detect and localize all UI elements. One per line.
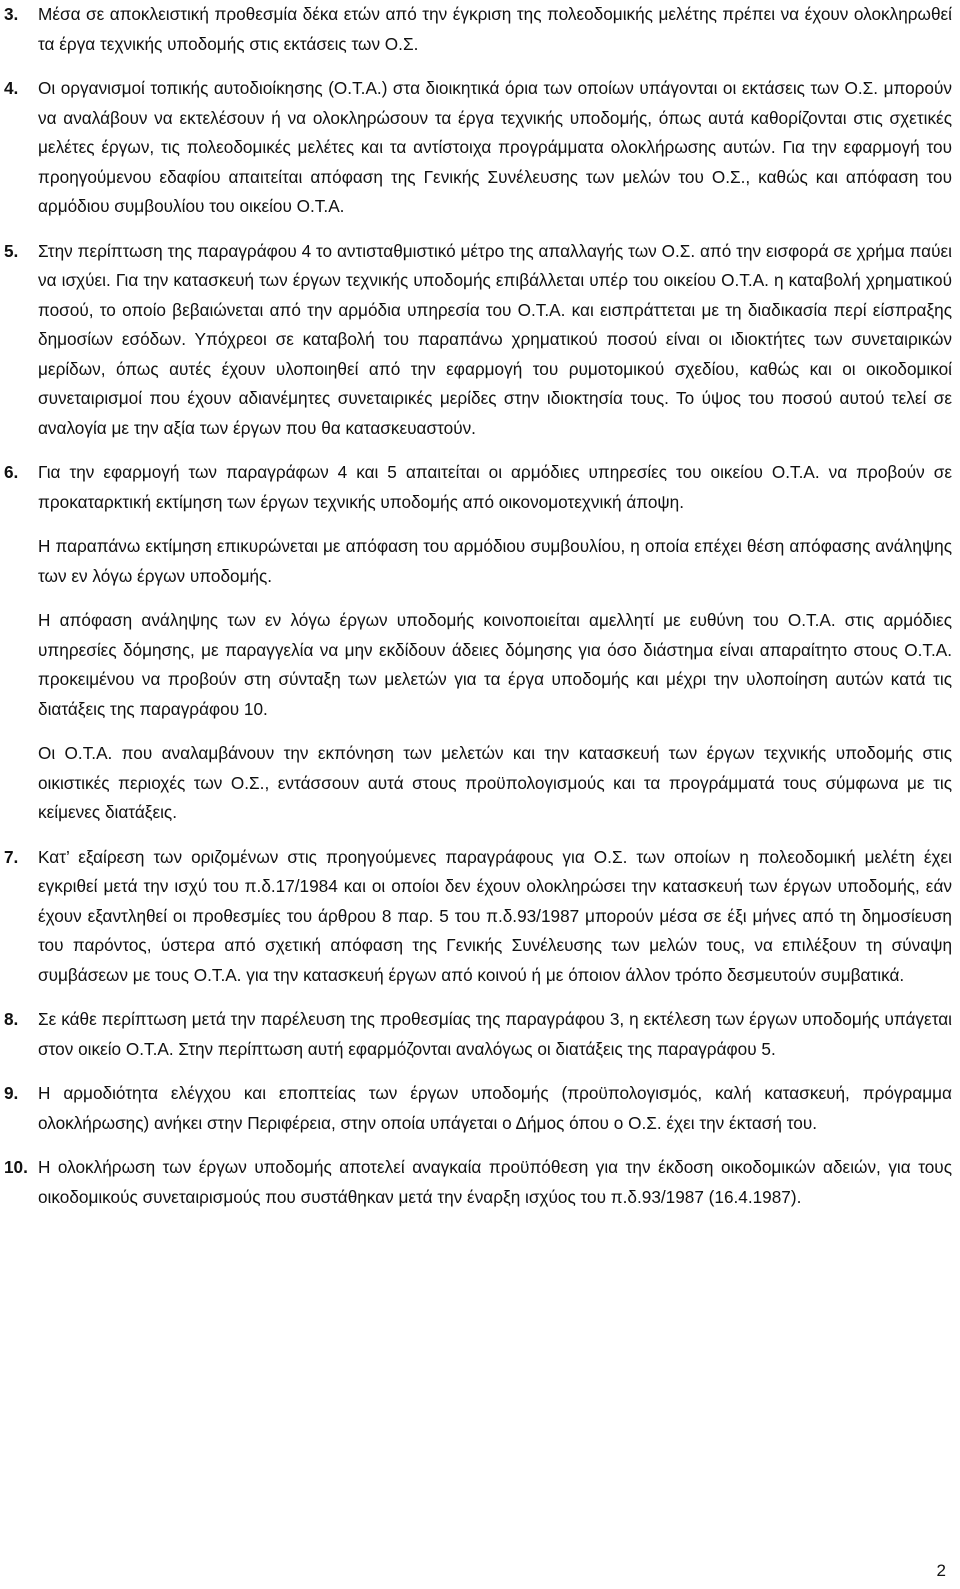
paragraph-number: 8. bbox=[4, 1009, 19, 1029]
paragraph-9 bbox=[0, 1079, 952, 1138]
paragraph-number: 7. bbox=[4, 846, 19, 867]
paragraph-text: Η παραπάνω εκτίμηση επικυρώνεται με απόφαση του αρμόδιου συμβουλίου, η οποία επέχει θέση απόφασης ανάληψης των εν λόγω έργων υποδομής. bbox=[38, 536, 952, 586]
paragraph-5 bbox=[0, 237, 952, 444]
paragraph-text: Στην περίπτωση της παραγράφου 4 το αντισταθμιστικό μέτρο της απαλλαγής των Ο.Σ. από την εισφορά σε χρήμα παύει να ισχύει. Για την κατασκευή των έργων τεχνικής υποδομής επιβάλλεται υπέρ του οικείου Ο.Τ.Α. η καταβολή χρηματικού ποσού, το οποίο βεβαιώνεται από την αρμόδια υπηρεσία του Ο.Τ.Α. και εισπράττεται με τη διαδικασία περί είσπραξης δημοσίων εσόδων. Υπόχρεοι σε καταβολή του παραπάνω χρηματικού ποσού είναι οι ιδιοκτήτες των συνεταιρικών μερίδων, όπως αυτές έχουν υλοποιηθεί από την εφαρμογή του ρυμοτομικού σχεδίου, καθώς και οι οικοδομικοί συνεταιρισμοί που έχουν αδιανέμητες συνεταιρικές μερίδες στην ιδιοκτησία τους. Το ύψος του ποσού αυτού τελεί σε αναλογία με την αξία των έργων που θα κατασκευαστούν. bbox=[38, 240, 952, 438]
paragraph-text: Κατ’ εξαίρεση των οριζομένων στις προηγούμενες παραγράφους για Ο.Σ. των οποίων η πολεοδομική μελέτη έχει εγκριθεί μετά την ισχύ του π.δ.17/1984 και οι οποίοι δεν έχουν ολοκληρώσει την κατασκευή των έργων υποδομής, εάν έχουν εξαντληθεί οι προθεσμίες του άρθρου 8 παρ. 5 του π.δ.93/1987 μπορούν μέσα σε έξι μήνες από τη δημοσίευση του παρόντος, ύστερα από σχετική απόφαση της Γενικής Συνέλευσης των μελών τους, να επιλέξουν τη σύναψη συμβάσεων με τους Ο.Τ.Α. για την κατασκευή έργων από κοινού ή με όποιον άλλον τρόπο δεσμευτούν συμβατικά. bbox=[38, 846, 952, 985]
paragraph-text: Σε κάθε περίπτωση μετά την παρέλευση της προθεσμίας της παραγράφου 3, η εκτέλεση των έργων υποδομής υπάγεται στον οικείο Ο.Τ.Α. Στην περίπτωση αυτή εφαρμόζονται αναλόγως οι διατάξεις της παραγράφου 5. bbox=[38, 1009, 952, 1059]
paragraph-4 bbox=[0, 74, 952, 222]
paragraph-number: 4. bbox=[4, 78, 19, 98]
page-number: 2 bbox=[936, 1561, 946, 1580]
paragraph-text: Μέσα σε αποκλειστική προθεσμία δέκα ετών από την έγκριση της πολεοδομικής μελέτης πρέπει να έχουν ολοκληρωθεί τα έργα τεχνικής υποδομής στις εκτάσεις των Ο.Σ. bbox=[38, 4, 952, 54]
paragraph-10 bbox=[0, 1153, 952, 1212]
paragraph-7 bbox=[0, 843, 952, 991]
paragraph-number: 3. bbox=[4, 4, 19, 24]
paragraph-text: Η ολοκλήρωση των έργων υποδομής αποτελεί αναγκαία προϋπόθεση για την έκδοση οικοδομικών αδειών, για τους οικοδομικούς συνεταιρισμούς που συστάθηκαν μετά την έναρξη ισχύος του π.δ.93/1987 (16.4.1987). bbox=[38, 1157, 952, 1207]
paragraph-number: 6. bbox=[4, 462, 19, 482]
paragraph-number: 9. bbox=[4, 1083, 19, 1103]
paragraph-text: Οι οργανισμοί τοπικής αυτοδιοίκησης (Ο.Τ.Α.) στα διοικητικά όρια των οποίων υπάγονται οι εκτάσεις των Ο.Σ. μπορούν να αναλάβουν να εκτελέσουν ή να ολοκληρώσουν τα έργα τεχνικής υποδομής, όπως αυτά καθορίζονται στις σχετικές μελέτες έργων, τις πολεοδομικές μελέτες και τα αντίστοιχα προγράμματα ολοκλήρωσης αυτών. Για την εφαρμογή του προηγούμενου εδαφίου απαιτείται απόφαση της Γενικής Συνέλευσης των μελών του Ο.Σ., καθώς και απόφαση του αρμόδιου συμβουλίου του οικείου Ο.Τ.Α. bbox=[38, 78, 952, 216]
paragraph-text: Η αρμοδιότητα ελέγχου και εποπτείας των έργων υποδομής (προϋπολογισμός, καλή κατασκευή, πρόγραμμα ολοκλήρωσης) ανήκει στην Περιφέρεια, στην οποία υπάγεται ο Δήμος όπου ο Ο.Σ. έχει την έκτασή του. bbox=[38, 1083, 952, 1133]
paragraph-text: Για την εφαρμογή των παραγράφων 4 και 5 απαιτείται οι αρμόδιες υπηρεσίες του οικείου Ο.Τ.Α. να προβούν σε προκαταρκτική εκτίμηση των έργων τεχνικής υποδομής από οικονομοτεχνική άποψη. bbox=[38, 462, 952, 512]
paragraph-number: 10. bbox=[4, 1157, 28, 1177]
paragraph-8 bbox=[0, 1005, 952, 1064]
paragraph-number: 5. bbox=[4, 240, 19, 261]
paragraph-text: Οι Ο.Τ.Α. που αναλαμβάνουν την εκπόνηση των μελετών και την κατασκευή των έργων τεχνικής υποδομής στις οικιστικές περιοχές των Ο.Σ., εντάσσουν αυτά στους προϋπολογισμούς και τα προγράμματά τους σύμφωνα με τις κείμενες διατάξεις. bbox=[38, 743, 952, 822]
paragraph-text: Η απόφαση ανάληψης των εν λόγω έργων υποδομής κοινοποιείται αμελλητί με ευθύνη του Ο.Τ.Α. στις αρμόδιες υπηρεσίες δόμησης, με παραγγελία να μην εκδίδουν άδειες δόμησης για όσο διάστημα είναι απαραίτητο στους Ο.Τ.Α. προκειμένου να προβούν στη σύνταξη των μελετών για τα έργα υποδομής και μέχρι την υλοποίηση αυτών κατά τις διατάξεις της παραγράφου 10. bbox=[38, 610, 952, 719]
paragraph-6 bbox=[0, 458, 952, 828]
paragraph-3 bbox=[0, 0, 952, 59]
